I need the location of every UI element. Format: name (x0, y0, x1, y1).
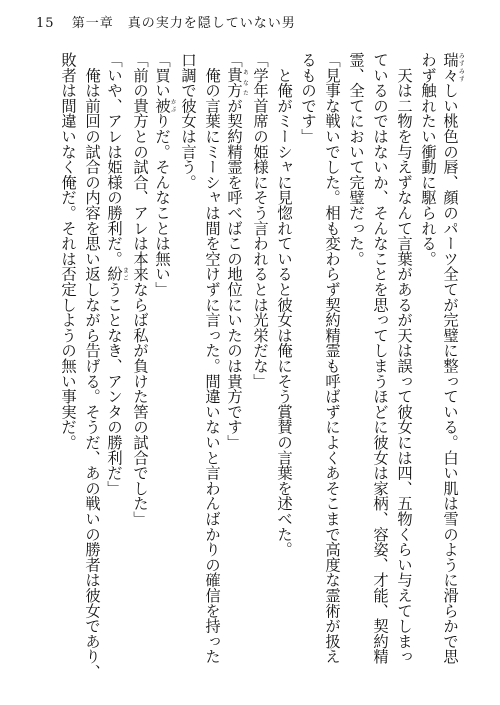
ruby-kaburi: 被かぶ (153, 97, 176, 114)
text-column-6: 「見事な戦いでした。相も変わらず契約精霊も呼ばずによくあそこまで高度な霊術が扱え (323, 52, 341, 664)
text-column-3: 天は二物を与えずなんて言葉があるが天は誤って彼女には四、五物くらい与えてしまっ (395, 52, 413, 664)
text-column-9: 「学年首席の姫様にそう言われるとは光栄だな」 (251, 52, 269, 389)
ruby-anata: 貴方あなた (225, 67, 248, 98)
column-1-rest: しい桃色の唇、顔のパーツ全てが完璧に整っている。白い肌は雪のように滑らかで思 (441, 82, 459, 665)
text-column-5: 霊、全てにおいて完璧だった。 (347, 52, 365, 267)
text-column-2: わず触れたい衝動に駆られる。 (419, 52, 437, 267)
text-column-17: 敗者は間違いなく俺だ。それは否定しようの無い事実だ。 (59, 52, 77, 450)
page-number: 15 (36, 16, 55, 31)
running-header (36, 12, 296, 31)
text-column-10: 「貴方あなたが契約精霊を呼べばこの地位にいたのは貴方です」 (225, 52, 248, 450)
chapter-title: 第一章 真の実力を隠していない男 (71, 16, 296, 31)
vertical-text-body (32, 52, 464, 682)
ruby-magau: 紛まご (105, 266, 128, 282)
text-column-16: 俺は前回の試合の内容を思い返しながら告げる。そうだ、あの戦いの勝者は彼女であり、 (83, 52, 101, 680)
text-column-7: るものです」 (299, 52, 317, 144)
text-column-1 (440, 52, 464, 682)
text-column-8: と俺がミーシャに見惚れていると彼女は俺にそう賞賛の言葉を述べた。 (275, 52, 293, 557)
text-column-13: 「買い被かぶりだ。そんなことは無い」 (153, 52, 176, 297)
ruby-mizumizu: 瑞々みずみず (441, 52, 464, 83)
text-column-12: 口調で彼女は言う。 (179, 52, 197, 190)
text-column-14: 「前の貴方との試合、アレは本来ならば私が負けた筈の試合でした」 (131, 52, 149, 527)
text-column-4: ているのではないか、そんなことを思ってしまうほどに彼女は家柄、容姿、才能、契約精 (371, 52, 389, 664)
text-column-11: 俺の言葉にミーシャは間を空けずに言った。間違いないと言わんばかりの確信を持った (203, 52, 221, 664)
text-column-15: 「いや、アレは姫様の勝利だ。紛まごうことなき、アンタの勝利だ」 (105, 52, 128, 496)
